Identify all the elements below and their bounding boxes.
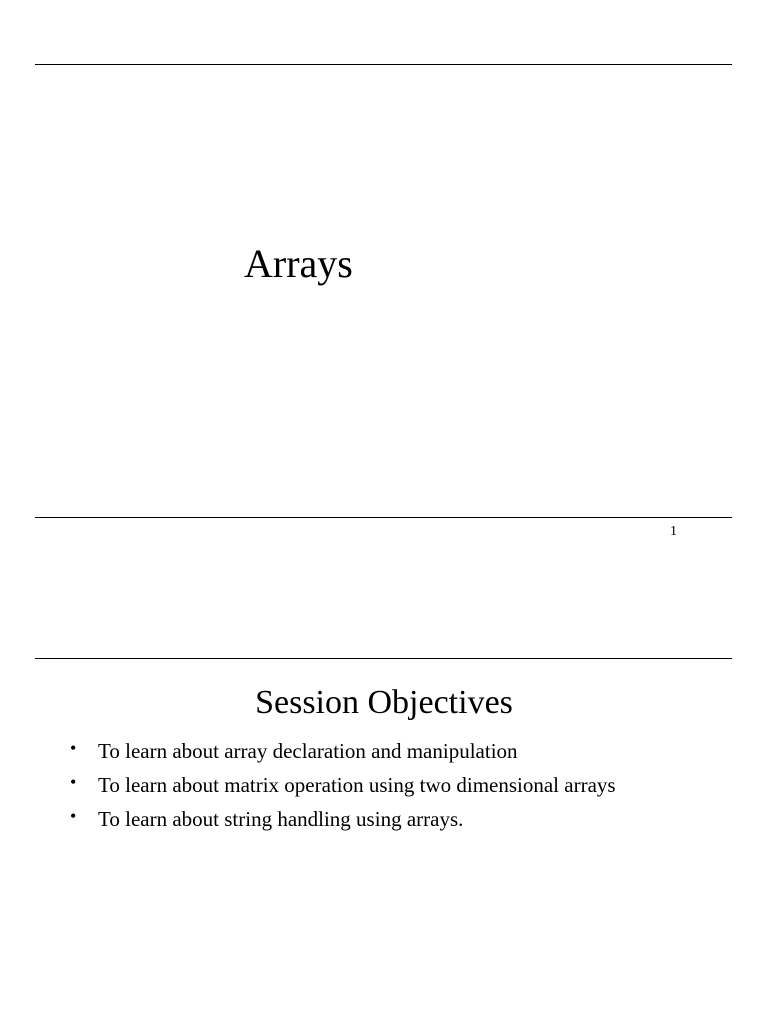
slide1-top-rule [35,64,732,65]
page-number: 1 [670,524,677,539]
objective-text: To learn about matrix operation using two dimensional arrays [98,773,616,797]
slide2-title: Session Objectives [255,684,513,721]
bullet-icon: • [70,806,77,826]
slide2-top-rule [35,658,732,659]
objective-text: To learn about array declaration and manipulation [98,739,518,763]
slide1-bottom-rule [35,517,732,518]
objective-text: To learn about string handling using arrays. [98,807,464,831]
slide1-title: Arrays [244,241,353,286]
bullet-icon: • [70,738,77,758]
bullet-icon: • [70,772,77,792]
